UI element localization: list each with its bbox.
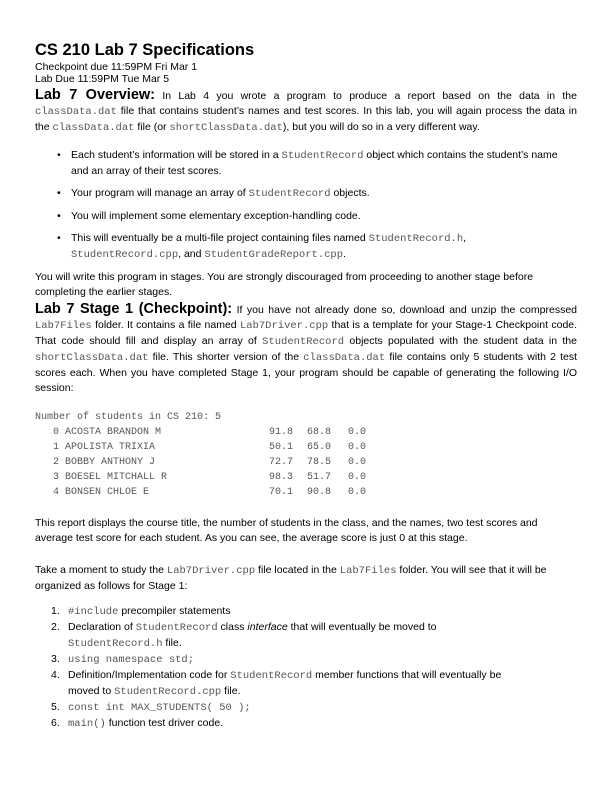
io-session — [35, 410, 577, 500]
list-number: 1. — [51, 605, 60, 617]
bullet-text: . — [343, 248, 346, 260]
list-number: 6. — [51, 717, 60, 729]
list-item — [35, 652, 577, 668]
study-code: Lab7Driver.cpp — [166, 565, 256, 577]
overview-code-1: classData.dat — [35, 106, 117, 118]
row-score-2: 90.8 — [306, 487, 331, 498]
list-number: 2. — [51, 621, 60, 633]
step-text: member functions that will eventually be — [312, 669, 502, 681]
step-code: StudentRecord.h — [68, 638, 163, 650]
overview-text-2: file that contains student’s names and test scores. In this lab, you will again process the data in the — [35, 105, 577, 133]
step-code: StudentRecord — [230, 670, 313, 682]
row-average: 0.0 — [347, 487, 366, 498]
table-row — [35, 485, 366, 500]
overview-code-3: shortClassData.dat — [169, 122, 283, 134]
step-text: function test driver code. — [105, 717, 224, 729]
step-code: using namespace std; — [68, 654, 195, 666]
session-header: Number of students in CS 210: 5 — [35, 412, 222, 423]
stage1-structure-list — [35, 604, 577, 732]
stage1-heading: Lab 7 Stage 1 (Checkpoint): — [35, 301, 233, 317]
row-score-1: 72.7 — [268, 457, 293, 468]
bullet-code: StudentRecord — [281, 150, 364, 162]
step-text: file. — [221, 685, 241, 697]
stage1-code: shortClassData.dat — [35, 352, 149, 364]
bullet-text: , — [463, 232, 467, 244]
stage1-code: StudentRecord — [262, 336, 345, 348]
table-row — [35, 425, 366, 440]
row-index: 1 — [52, 442, 59, 453]
row-score-1: 70.1 — [268, 487, 293, 498]
row-index: 4 — [52, 487, 59, 498]
bullet-code: StudentRecord — [248, 188, 331, 200]
study-text: folder. You will see that it will be organized as follows for Stage 1: — [35, 564, 547, 592]
row-average: 0.0 — [347, 442, 366, 453]
row-average: 0.0 — [347, 457, 366, 468]
list-item — [35, 209, 577, 224]
stage1-text: that is a template for your Stage-1 Checkpoint code. That code should fill and display an array of — [35, 319, 578, 347]
step-code: StudentRecord.cpp — [114, 686, 222, 698]
list-number: 5. — [51, 701, 60, 713]
step-text: moved to — [68, 685, 115, 697]
row-name: BOBBY ANTHONY J — [65, 457, 156, 468]
row-average: 0.0 — [347, 427, 366, 438]
row-score-2: 65.0 — [306, 442, 331, 453]
study-text: file located in the — [258, 564, 337, 576]
table-row — [35, 440, 366, 455]
overview-text-4: ), but you will do so in a very different way. — [282, 121, 480, 133]
overview-heading: Lab 7 Overview: — [35, 87, 155, 103]
step-text: that will eventually be moved to — [287, 621, 437, 633]
overview-section — [35, 88, 577, 136]
bullet-text: object which contains the student’s name and an array of their test scores. — [71, 149, 558, 177]
bullet-icon: • — [57, 149, 61, 161]
stages-paragraph: You will write this program in stages. You are strongly discouraged from proceeding to another stage before completing the earlier stages. — [35, 271, 534, 298]
bullet-code: StudentRecord.h — [368, 233, 464, 245]
step-italic: interface — [247, 621, 288, 633]
row-index: 2 — [52, 457, 59, 468]
step-text: class — [217, 621, 248, 633]
bullet-icon: • — [57, 232, 61, 244]
step-code: main() — [68, 718, 106, 730]
list-item — [35, 668, 577, 700]
step-code: const int MAX_STUDENTS( 50 ); — [68, 702, 251, 714]
step-text: Declaration of — [68, 621, 136, 633]
step-code: StudentRecord — [135, 622, 218, 634]
bullet-text: objects. — [330, 187, 370, 199]
row-score-1: 50.1 — [268, 442, 293, 453]
overview-text-3: file (or — [137, 121, 167, 133]
list-item — [35, 604, 577, 620]
list-item — [35, 231, 577, 263]
session-table — [35, 425, 366, 500]
step-text: precompiler statements — [118, 605, 231, 617]
row-name: BONSEN CHLOE E — [65, 487, 150, 498]
row-score-2: 51.7 — [306, 472, 331, 483]
row-name: ACOSTA BRANDON M — [65, 427, 162, 438]
bullet-code: StudentGradeReport.cpp — [204, 249, 344, 261]
list-item — [35, 148, 577, 179]
row-score-1: 98.3 — [268, 472, 293, 483]
overview-text-1: In Lab 4 you wrote a program to produce a report based on the data in the — [162, 90, 577, 102]
bullet-text: , and — [178, 248, 205, 260]
stage1-code: Lab7Files — [35, 320, 92, 332]
row-name: BOESEL MITCHALL R — [65, 472, 168, 483]
row-score-2: 78.5 — [306, 457, 331, 468]
list-number: 3. — [51, 653, 60, 665]
list-item — [35, 700, 577, 716]
list-number: 4. — [51, 669, 60, 681]
list-item — [35, 716, 577, 732]
bullet-text: Each student’s information will be stored in a — [71, 149, 282, 161]
stage1-section — [35, 302, 577, 396]
bullet-icon: • — [57, 187, 61, 199]
row-score-1: 91.8 — [268, 427, 293, 438]
stage1-text: file contains only 5 students with 2 test scores each. When you have completed Stage 1, your program should be capable of generating the following I/O session: — [35, 351, 578, 394]
step-text: file. — [162, 637, 182, 649]
page-title: CS 210 Lab 7 Specifications — [35, 41, 255, 59]
bullet-icon: • — [57, 210, 61, 222]
stage1-code: classData.dat — [303, 352, 386, 364]
checkpoint-date: Checkpoint due 11:59PM Fri Mar 1 — [35, 61, 198, 73]
list-item — [35, 186, 577, 202]
stage1-text: file. This shorter version of the — [152, 351, 300, 363]
list-item — [35, 620, 577, 652]
bullet-text: Your program will manage an array of — [71, 187, 249, 199]
table-row — [35, 470, 366, 485]
row-index: 0 — [52, 427, 59, 438]
row-score-2: 68.8 — [306, 427, 331, 438]
study-text: Take a moment to study the — [35, 564, 164, 576]
row-average: 0.0 — [347, 472, 366, 483]
report-paragraph: This report displays the course title, the number of students in the class, and the names, two test scores and average test score for each student. As you can see, the average score is just 0 at this stage. — [35, 517, 538, 544]
row-name: APOLISTA TRIXIA — [65, 442, 156, 453]
row-index: 3 — [52, 472, 59, 483]
bullet-text: This will eventually be a multi-file project containing files named — [71, 232, 369, 244]
document-content — [35, 40, 577, 732]
stage1-text: folder. It contains a file named — [95, 319, 237, 331]
stage1-code: Lab7Driver.cpp — [239, 320, 329, 332]
due-date: Lab Due 11:59PM Tue Mar 5 — [35, 73, 170, 85]
study-code: Lab7Files — [339, 565, 397, 577]
step-text: Definition/Implementation code for — [68, 669, 231, 681]
bullet-code: StudentRecord.cpp — [71, 249, 179, 261]
table-row — [35, 455, 366, 470]
stage1-text: objects populated with the student data in the — [349, 335, 577, 347]
stage1-text: If you have not already done so, download and unzip the compressed — [236, 304, 577, 316]
study-paragraph — [35, 563, 577, 594]
overview-code-2: classData.dat — [52, 122, 135, 134]
overview-bullets — [35, 148, 577, 263]
step-code: #include — [68, 606, 119, 618]
bullet-text: You will implement some elementary exception-handling code. — [71, 210, 361, 222]
